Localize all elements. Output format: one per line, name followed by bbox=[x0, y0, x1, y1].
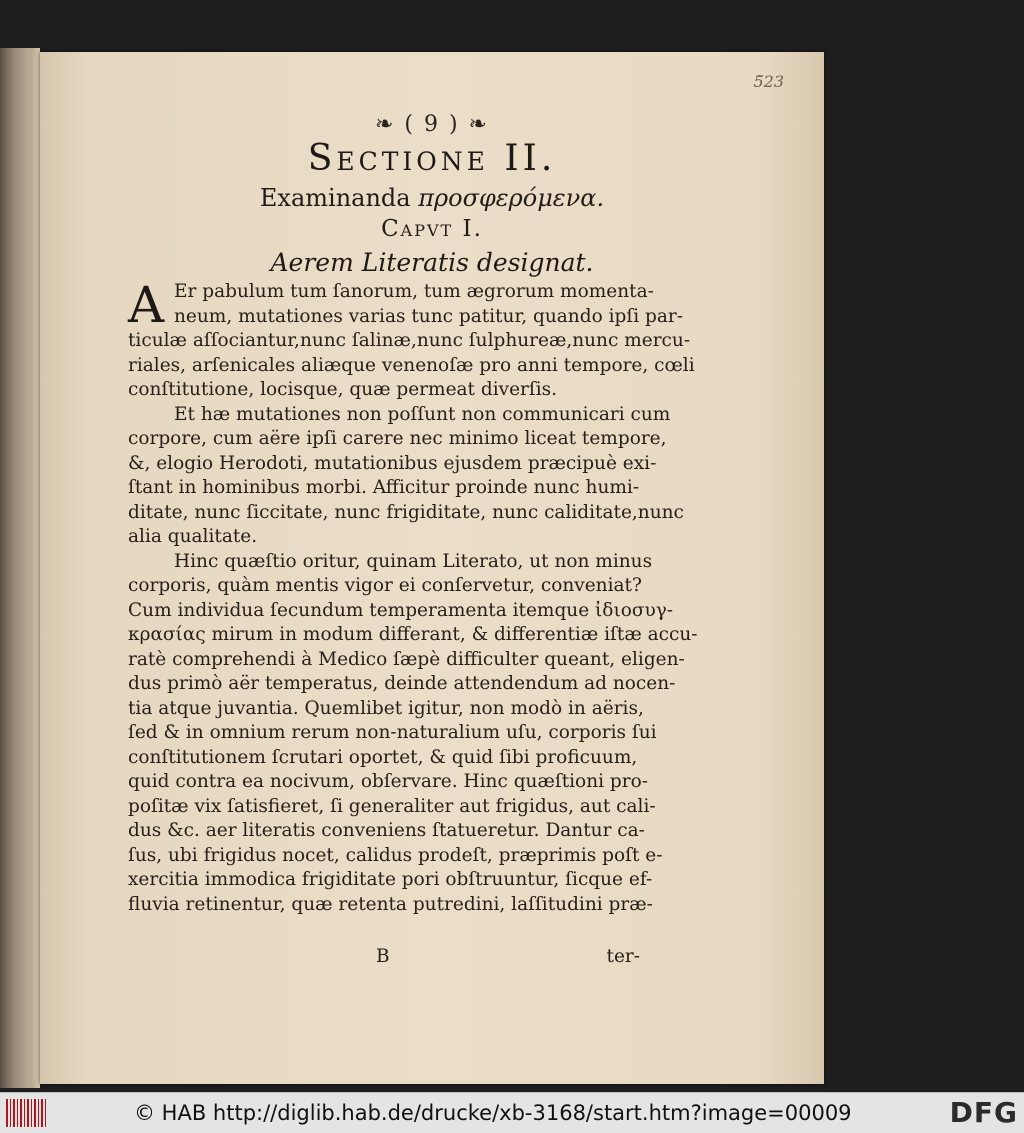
section-title: Sectione II. bbox=[307, 138, 557, 179]
text-line: ditate, nunc ſiccitate, nunc frigiditate, nunc caliditate,nunc bbox=[128, 501, 684, 523]
catchword: ter- bbox=[606, 946, 640, 967]
text-line: neum, mutationes varias tunc patitur, quando ipſi par- bbox=[174, 305, 683, 327]
barcode-icon bbox=[6, 1099, 46, 1127]
body-text bbox=[128, 276, 698, 917]
text-line: poſitæ vix ſatisfieret, ſi generaliter aut frigidus, aut cali- bbox=[128, 795, 656, 817]
text-line: &, elogio Herodoti, mutationibus ejusdem præcipuè exi- bbox=[128, 452, 657, 474]
text-line: ticulæ aſſociantur,nunc ſalinæ,nunc ſulphureæ,nunc mercu- bbox=[128, 330, 691, 351]
text-line: corpore, cum aëre ipſi carere nec minimo liceat tempore, bbox=[128, 428, 667, 449]
text-line: xercitia immodica frigiditate pori obſtruuntur, ſicque ef- bbox=[128, 869, 653, 890]
book-page bbox=[40, 52, 824, 1084]
text-line: ſtant in hominibus morbi. Afficitur proinde nunc humi- bbox=[128, 477, 640, 498]
text-line: ratè comprehendi à Medico ſæpè difficulter queant, eligen- bbox=[128, 648, 685, 670]
catch-row bbox=[128, 946, 640, 970]
text-line: dus primò aër temperatus, deinde attendendum ad nocen- bbox=[128, 673, 676, 694]
text-line: ſed & in omnium rerum non-naturalium uſu, corporis ſui bbox=[128, 722, 657, 743]
text-line: Et hæ mutationes non poſſunt non communicari cum bbox=[174, 403, 671, 425]
text-line: Hinc quæſtio oritur, quinam Literato, ut non minus bbox=[174, 550, 653, 572]
footer-bar bbox=[0, 1092, 1024, 1133]
text-line: Cum individua ſecundum temperamenta itemque ἰδιοσυγ- bbox=[128, 599, 674, 621]
text-line: conſtitutionem ſcrutari oportet, & quid ſibi proficuum, bbox=[128, 746, 638, 768]
subtitle-prefix: Examinanda bbox=[259, 184, 411, 212]
copyright-link[interactable]: © HAB http://diglib.hab.de/drucke/xb-3168/start.htm?image=00009 bbox=[134, 1101, 852, 1125]
page-number: ❧ ( 9 ) ❧ bbox=[374, 112, 489, 137]
text-line: riales, arſenicales aliæque venenoſæ pro anni tempore, cœli bbox=[128, 354, 695, 376]
subtitle bbox=[40, 184, 824, 212]
signature-mark: B bbox=[376, 946, 390, 967]
chapter-title: Aerem Literatis designat. bbox=[270, 248, 594, 277]
text-line: dus &c. aer literatis conveniens ſtatueretur. Dantur ca- bbox=[128, 820, 645, 841]
text-line: fluvia retinentur, quæ retenta putredini, laſſitudini præ- bbox=[128, 893, 653, 915]
text-line: ſus, ubi frigidus nocet, calidus prodeſt, præprimis poſt e- bbox=[128, 844, 663, 866]
drop-cap: A bbox=[128, 276, 165, 334]
text-line: κρασίας mirum in modum differant, & differentiæ iſtæ accu- bbox=[128, 624, 698, 645]
text-line: corporis, quàm mentis vigor ei conſervetur, conveniat? bbox=[128, 575, 642, 596]
subtitle-greek: προσφερόμενα. bbox=[418, 184, 605, 212]
folio-mark: 5̃23 bbox=[753, 72, 784, 91]
text-line: quid contra ea nocivum, obſervare. Hinc quæſtioni pro- bbox=[128, 771, 648, 792]
dfg-logo: DFG bbox=[949, 1096, 1018, 1129]
chapter-heading: Capvt I. bbox=[381, 216, 483, 242]
text-line: alia qualitate. bbox=[128, 526, 258, 547]
text-line: conſtitutione, locisque, quæ permeat diverſis. bbox=[128, 379, 558, 400]
text-line: Er pabulum tum ſanorum, tum ægrorum momenta- bbox=[174, 281, 654, 302]
text-line: tia atque juvantia. Quemlibet igitur, non modò in aëris, bbox=[128, 697, 644, 719]
left-page-strip bbox=[30, 48, 40, 1088]
